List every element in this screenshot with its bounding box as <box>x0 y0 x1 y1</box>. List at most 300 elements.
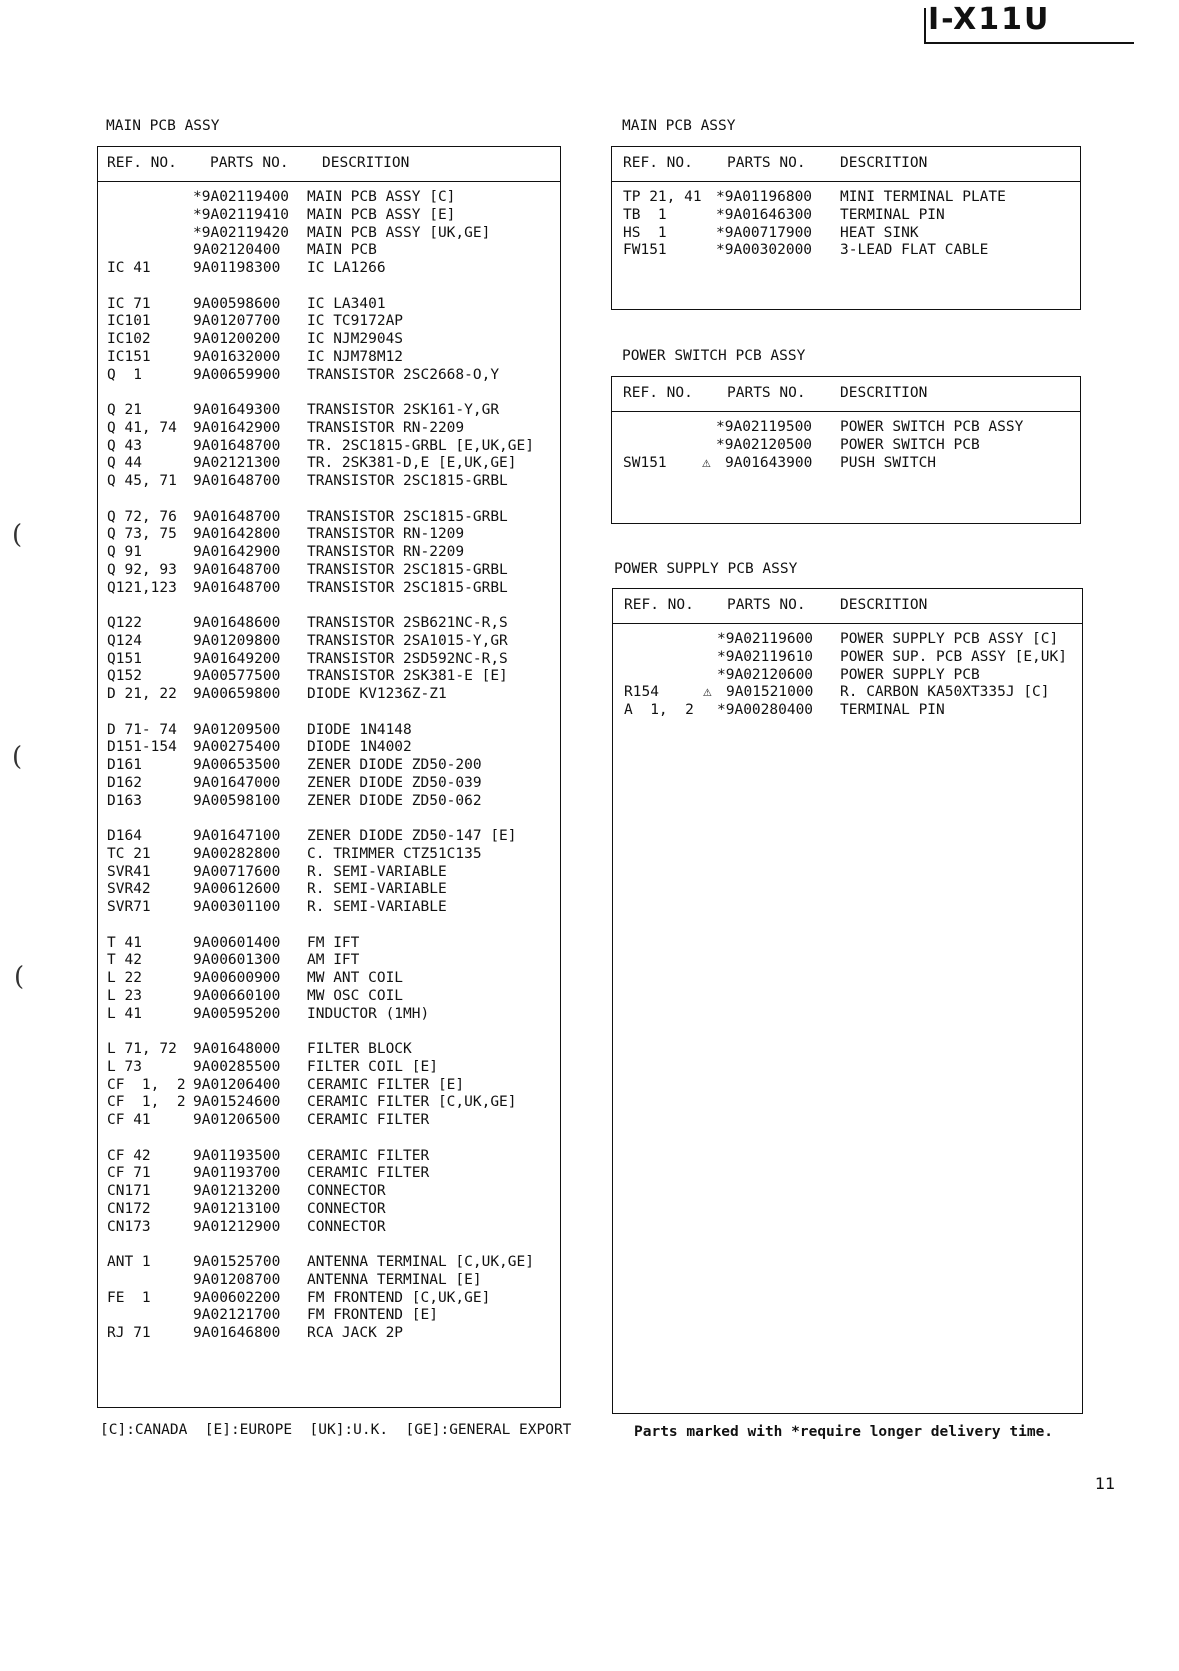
description-cell: IC NJM2904S <box>307 331 404 347</box>
ref-cell: Q122 <box>107 615 142 631</box>
description-cell: TRANSISTOR 2SC1815-GRBL <box>307 579 508 596</box>
table-body <box>98 189 560 1343</box>
ref-cell: SW151 <box>623 454 667 471</box>
margin-paren-mark: ( <box>12 742 23 772</box>
description-cell: MAIN PCB ASSY [UK,GE] <box>307 224 491 241</box>
ref-cell: D 71- 74 <box>107 721 177 738</box>
description-cell: ZENER DIODE ZD50-200 <box>307 757 482 773</box>
description-cell: TRANSISTOR 2SC1815-GRBL <box>307 473 508 489</box>
table-row <box>98 739 560 757</box>
ref-cell: L 71, 72 <box>107 1041 177 1057</box>
table-row <box>98 260 560 278</box>
description-cell: TRANSISTOR 2SA1015-Y,GR <box>307 632 508 649</box>
parts-number-cell: 9A01648700 <box>193 508 281 525</box>
description-cell: MAIN PCB ASSY [C] <box>307 189 456 205</box>
parts-number-cell: 9A01642900 <box>193 419 281 436</box>
ref-cell: CF 1, 2 <box>107 1094 186 1111</box>
description-cell: FILTER COIL [E] <box>307 1058 438 1075</box>
table-row <box>98 668 560 686</box>
ref-cell: CN171 <box>107 1183 151 1199</box>
description-cell: MAIN PCB <box>307 242 377 259</box>
ref-cell: D 21, 22 <box>107 686 177 702</box>
description-cell: ZENER DIODE ZD50-147 [E] <box>307 828 517 844</box>
ref-cell: D163 <box>107 792 142 809</box>
description-cell: POWER SWITCH PCB ASSY <box>840 419 1024 435</box>
parts-number-cell: 9A01206400 <box>193 1076 281 1093</box>
ref-cell: Q152 <box>107 668 142 685</box>
parts-number-cell: *9A02119400 <box>193 189 290 205</box>
ref-cell: Q 73, 75 <box>107 526 177 543</box>
ref-cell: IC101 <box>107 313 151 330</box>
parts-number-cell: 9A01648600 <box>193 615 281 631</box>
parts-number-cell: 9A01647000 <box>193 774 281 791</box>
ref-cell: IC102 <box>107 331 151 347</box>
ref-cell: L 41 <box>107 1005 142 1022</box>
table-row <box>98 1325 560 1343</box>
parts-number-cell: 9A01200200 <box>193 331 281 347</box>
ref-cell: T 41 <box>107 934 142 951</box>
parts-table-power-supply <box>612 588 1083 1414</box>
table-row <box>98 562 560 580</box>
ref-cell: CF 41 <box>107 1112 151 1128</box>
ref-cell: Q 44 <box>107 455 142 472</box>
parts-number-cell: *9A02119600 <box>717 631 814 647</box>
description-cell: TRANSISTOR 2SC1815-GRBL <box>307 561 508 578</box>
caution-icon: ⚠ <box>703 684 712 701</box>
column-header-ref: REF. NO. <box>623 385 693 401</box>
ref-cell: HS 1 <box>623 224 667 241</box>
parts-number-cell: 9A01648700 <box>193 437 281 454</box>
ref-cell: CN172 <box>107 1200 151 1217</box>
section-title-power-switch: POWER SWITCH PCB ASSY <box>622 348 806 364</box>
table-header <box>612 147 1080 182</box>
parts-number-cell: 9A01648000 <box>193 1041 281 1057</box>
table-header <box>98 147 560 182</box>
table-row <box>98 970 560 988</box>
table-row <box>98 1077 560 1095</box>
ref-cell: A 1, 2 <box>624 702 694 718</box>
ref-cell: Q124 <box>107 632 142 649</box>
description-cell: TRANSISTOR RN-1209 <box>307 526 465 543</box>
parts-number-cell: 9A02121300 <box>193 455 281 472</box>
parts-number-cell: 9A00601400 <box>193 934 281 951</box>
parts-number-cell: 9A00301100 <box>193 899 281 915</box>
table-body <box>613 631 1082 720</box>
table-row <box>98 402 560 420</box>
parts-number-cell: 9A01521000 <box>726 684 814 701</box>
parts-number-cell: 9A00577500 <box>193 668 281 685</box>
row-spacer <box>98 491 560 509</box>
ref-cell: Q151 <box>107 650 142 667</box>
description-cell: TRANSISTOR 2SD592NC-R,S <box>307 650 508 667</box>
table-row <box>98 828 560 846</box>
parts-number-cell: 9A01648700 <box>193 561 281 578</box>
table-row <box>98 331 560 349</box>
description-cell: POWER SUPPLY PCB ASSY [C] <box>840 631 1059 647</box>
ref-cell: IC151 <box>107 348 151 365</box>
section-title-main-left: MAIN PCB ASSY <box>106 118 220 134</box>
parts-number-cell: *9A00717900 <box>716 224 813 241</box>
description-cell: TRANSISTOR 2SC2668-O,Y <box>307 366 500 383</box>
row-spacer <box>98 1236 560 1254</box>
table-row <box>98 438 560 456</box>
description-cell: CERAMIC FILTER <box>307 1147 430 1164</box>
row-spacer <box>98 384 560 402</box>
table-row <box>98 473 560 491</box>
page-number: 11 <box>1095 1474 1116 1493</box>
parts-table-power-switch <box>611 376 1081 524</box>
description-cell: ZENER DIODE ZD50-062 <box>307 792 482 809</box>
table-row <box>98 1183 560 1201</box>
description-cell: POWER SUP. PCB ASSY [E,UK] <box>840 648 1067 665</box>
column-header-description: DESCRITION <box>840 385 928 401</box>
parts-number-cell: 9A00601300 <box>193 952 281 969</box>
ref-cell: FW151 <box>623 242 667 259</box>
ref-cell: L 23 <box>107 987 142 1004</box>
table-row <box>612 455 1080 473</box>
column-header-description: DESCRITION <box>322 155 410 171</box>
description-cell: DIODE KV1236Z-Z1 <box>307 686 447 702</box>
description-cell: AM IFT <box>307 952 360 969</box>
parts-number-cell: 9A02121700 <box>193 1307 281 1324</box>
description-cell: TRANSISTOR RN-2209 <box>307 419 465 436</box>
table-row <box>98 1041 560 1059</box>
parts-number-cell: 9A01648700 <box>193 579 281 596</box>
ref-cell: T 42 <box>107 952 142 969</box>
parts-number-cell: 9A00282800 <box>193 845 281 862</box>
ref-cell: CF 42 <box>107 1147 151 1164</box>
parts-number-cell: 9A00653500 <box>193 757 281 773</box>
parts-number-cell: 9A01212900 <box>193 1218 281 1235</box>
parts-number-cell: *9A02119410 <box>193 206 290 223</box>
parts-number-cell: 9A01525700 <box>193 1254 281 1270</box>
parts-table-main-right <box>611 146 1081 310</box>
margin-paren-mark: ( <box>14 962 25 992</box>
description-cell: CONNECTOR <box>307 1183 386 1199</box>
ref-cell: L 73 <box>107 1058 142 1075</box>
table-row <box>98 793 560 811</box>
section-title-main-right: MAIN PCB ASSY <box>622 118 736 134</box>
description-cell: INDUCTOR (1MH) <box>307 1005 430 1022</box>
table-row <box>613 649 1082 667</box>
ref-cell: Q 41, 74 <box>107 419 177 436</box>
ref-cell: SVR41 <box>107 863 151 880</box>
table-row <box>98 988 560 1006</box>
parts-number-cell: 9A01524600 <box>193 1094 281 1111</box>
description-cell: FM FRONTEND [E] <box>307 1307 438 1324</box>
description-cell: PUSH SWITCH <box>840 454 937 471</box>
description-cell: MAIN PCB ASSY [E] <box>307 206 456 223</box>
parts-number-cell: 9A00285500 <box>193 1058 281 1075</box>
parts-number-cell: 9A01643900 <box>725 454 813 471</box>
parts-number-cell: 9A00600900 <box>193 970 281 986</box>
parts-number-cell: 9A01193500 <box>193 1147 281 1164</box>
parts-number-cell: 9A00602200 <box>193 1289 281 1306</box>
parts-table-main-left <box>97 146 561 1408</box>
description-cell: TR. 2SC1815-GRBL [E,UK,GE] <box>307 437 534 454</box>
description-cell: MW OSC COIL <box>307 987 404 1004</box>
parts-number-cell: *9A02119420 <box>193 224 290 241</box>
parts-number-cell: 9A01198300 <box>193 260 281 276</box>
table-row <box>98 1148 560 1166</box>
table-row <box>98 899 560 917</box>
description-cell: TRANSISTOR 2SB621NC-R,S <box>307 615 508 631</box>
ref-cell: IC 71 <box>107 295 151 312</box>
description-cell: CERAMIC FILTER <box>307 1165 430 1182</box>
column-header-parts: PARTS NO. <box>727 385 806 401</box>
parts-number-cell: *9A02120600 <box>717 666 814 683</box>
ref-cell: Q 92, 93 <box>107 561 177 578</box>
ref-cell: L 22 <box>107 970 142 986</box>
parts-number-cell: 9A00612600 <box>193 881 281 898</box>
row-spacer <box>98 597 560 615</box>
description-cell: 3-LEAD FLAT CABLE <box>840 242 989 259</box>
description-cell: HEAT SINK <box>840 224 919 241</box>
table-row <box>98 1290 560 1308</box>
table-row <box>98 757 560 775</box>
table-body <box>612 189 1080 260</box>
table-row <box>98 1201 560 1219</box>
parts-number-cell: 9A01213100 <box>193 1200 281 1217</box>
table-header <box>613 589 1082 624</box>
description-cell: TRANSISTOR 2SK161-Y,GR <box>307 402 500 418</box>
description-cell: IC LA3401 <box>307 295 386 312</box>
parts-number-cell: 9A01647100 <box>193 828 281 844</box>
table-row <box>98 633 560 651</box>
table-row <box>98 846 560 864</box>
parts-number-cell: 9A00659800 <box>193 686 281 702</box>
ref-cell: TC 21 <box>107 845 151 862</box>
description-cell: CONNECTOR <box>307 1200 386 1217</box>
parts-number-cell: 9A01213200 <box>193 1183 281 1199</box>
parts-number-cell: *9A01646300 <box>716 206 813 223</box>
parts-number-cell: 9A01649300 <box>193 402 281 418</box>
header-rule-horizontal <box>924 42 1134 44</box>
parts-number-cell: 9A01649200 <box>193 650 281 667</box>
table-row <box>98 1272 560 1290</box>
parts-number-cell: 9A00659900 <box>193 366 281 383</box>
row-spacer <box>98 917 560 935</box>
description-cell: TRANSISTOR 2SK381-E [E] <box>307 668 508 685</box>
description-cell: TRANSISTOR RN-2209 <box>307 544 465 560</box>
description-cell: POWER SUPPLY PCB <box>840 666 980 683</box>
ref-cell: Q 72, 76 <box>107 508 177 525</box>
description-cell: IC LA1266 <box>307 260 386 276</box>
table-row <box>98 615 560 633</box>
table-row <box>98 1059 560 1077</box>
description-cell: R. SEMI-VARIABLE <box>307 881 447 898</box>
description-cell: TR. 2SK381-D,E [E,UK,GE] <box>307 455 517 472</box>
table-row <box>98 296 560 314</box>
description-cell: R. CARBON KA50XT335J [C] <box>840 684 1050 701</box>
table-row <box>98 952 560 970</box>
ref-cell: RJ 71 <box>107 1325 151 1341</box>
parts-number-cell: 9A02120400 <box>193 242 281 259</box>
parts-number-cell: *9A00280400 <box>717 702 814 718</box>
description-cell: TRANSISTOR 2SC1815-GRBL <box>307 508 508 525</box>
parts-number-cell: 9A01207700 <box>193 313 281 330</box>
description-cell: FM FRONTEND [C,UK,GE] <box>307 1289 491 1306</box>
description-cell: CERAMIC FILTER <box>307 1112 430 1128</box>
parts-number-cell: 9A01646800 <box>193 1325 281 1341</box>
ref-cell: ANT 1 <box>107 1254 151 1270</box>
table-row <box>98 189 560 207</box>
ref-cell: CF 71 <box>107 1165 151 1182</box>
ref-cell: IC 41 <box>107 260 151 276</box>
parts-number-cell: 9A01642900 <box>193 544 281 560</box>
table-row <box>98 864 560 882</box>
description-cell: ZENER DIODE ZD50-039 <box>307 774 482 791</box>
table-row <box>98 526 560 544</box>
description-cell: ANTENNA TERMINAL [C,UK,GE] <box>307 1254 534 1270</box>
table-row <box>98 651 560 669</box>
column-header-ref: REF. NO. <box>624 597 694 613</box>
table-row <box>613 631 1082 649</box>
description-cell: R. SEMI-VARIABLE <box>307 863 447 880</box>
description-cell: MW ANT COIL <box>307 970 404 986</box>
table-row <box>98 455 560 473</box>
description-cell: ANTENNA TERMINAL [E] <box>307 1271 482 1288</box>
table-row <box>98 775 560 793</box>
table-row <box>98 544 560 562</box>
ref-cell: CF 1, 2 <box>107 1076 186 1093</box>
table-row <box>98 1165 560 1183</box>
description-cell: RCA JACK 2P <box>307 1325 404 1341</box>
parts-number-cell: *9A02120500 <box>716 436 813 453</box>
row-spacer <box>98 278 560 296</box>
table-row <box>612 225 1080 243</box>
column-header-ref: REF. NO. <box>107 155 177 171</box>
parts-number-cell: 9A00275400 <box>193 739 281 756</box>
column-header-ref: REF. NO. <box>623 155 693 171</box>
description-cell: CERAMIC FILTER [C,UK,GE] <box>307 1094 517 1111</box>
parts-number-cell: 9A01208700 <box>193 1271 281 1288</box>
table-row <box>98 1254 560 1272</box>
ref-cell: Q 45, 71 <box>107 473 177 489</box>
description-cell: FILTER BLOCK <box>307 1041 412 1057</box>
parts-number-cell: 9A00598600 <box>193 295 281 312</box>
table-row <box>98 1112 560 1130</box>
description-cell: CERAMIC FILTER [E] <box>307 1076 465 1093</box>
margin-paren-mark: ( <box>12 520 23 550</box>
table-body <box>612 419 1080 472</box>
table-row <box>613 702 1082 720</box>
model-number: I-X11U <box>928 2 1051 37</box>
parts-number-cell: 9A00595200 <box>193 1005 281 1022</box>
section-title-power-supply: POWER SUPPLY PCB ASSY <box>614 561 798 577</box>
table-row <box>612 437 1080 455</box>
ref-cell: Q121,123 <box>107 579 177 596</box>
table-row <box>98 1094 560 1112</box>
ref-cell: D164 <box>107 828 142 844</box>
description-cell: IC TC9172AP <box>307 313 404 330</box>
ref-cell: SVR71 <box>107 899 151 915</box>
column-header-description: DESCRITION <box>840 597 928 613</box>
ref-cell: Q 91 <box>107 544 142 560</box>
table-row <box>98 207 560 225</box>
ref-cell: CN173 <box>107 1218 151 1235</box>
description-cell: IC NJM78M12 <box>307 348 404 365</box>
parts-number-cell: 9A00660100 <box>193 987 281 1004</box>
parts-number-cell: 9A01206500 <box>193 1112 281 1128</box>
description-cell: TERMINAL PIN <box>840 702 945 718</box>
description-cell: DIODE 1N4002 <box>307 739 412 756</box>
row-spacer <box>98 1130 560 1148</box>
parts-number-cell: 9A00717600 <box>193 863 281 880</box>
table-row <box>98 313 560 331</box>
region-legend: [C]:CANADA [E]:EUROPE [UK]:U.K. [GE]:GENERAL EXPORT <box>100 1422 572 1438</box>
ref-cell: SVR42 <box>107 881 151 898</box>
table-row <box>612 189 1080 207</box>
ref-cell: Q 1 <box>107 366 142 383</box>
table-row <box>98 1006 560 1024</box>
description-cell: TERMINAL PIN <box>840 206 945 223</box>
ref-cell: D161 <box>107 757 142 773</box>
parts-number-cell: 9A01642800 <box>193 526 281 543</box>
table-row <box>98 1307 560 1325</box>
table-row <box>98 722 560 740</box>
description-cell: FM IFT <box>307 934 360 951</box>
table-row <box>98 935 560 953</box>
table-row <box>98 420 560 438</box>
table-header <box>612 377 1080 412</box>
description-cell: DIODE 1N4148 <box>307 721 412 738</box>
header-rule-vertical <box>924 8 926 44</box>
table-row <box>612 419 1080 437</box>
row-spacer <box>98 704 560 722</box>
parts-number-cell: 9A01632000 <box>193 348 281 365</box>
parts-number-cell: *9A00302000 <box>716 242 813 259</box>
parts-number-cell: 9A01209500 <box>193 721 281 738</box>
description-cell: MINI TERMINAL PLATE <box>840 189 1006 205</box>
parts-number-cell: *9A02119610 <box>717 648 814 665</box>
table-row <box>613 667 1082 685</box>
table-row <box>98 509 560 527</box>
table-row <box>98 225 560 243</box>
description-cell: POWER SWITCH PCB <box>840 436 980 453</box>
table-row <box>98 881 560 899</box>
column-header-parts: PARTS NO. <box>727 155 806 171</box>
table-row <box>98 349 560 367</box>
parts-number-cell: 9A00598100 <box>193 792 281 809</box>
table-row <box>612 207 1080 225</box>
table-row <box>98 580 560 598</box>
delivery-note: Parts marked with *require longer delivery time. <box>634 1424 1054 1440</box>
parts-number-cell: 9A01648700 <box>193 473 281 489</box>
table-row <box>612 242 1080 260</box>
description-cell: R. SEMI-VARIABLE <box>307 899 447 915</box>
parts-number-cell: *9A02119500 <box>716 419 813 435</box>
ref-cell: D162 <box>107 774 142 791</box>
parts-number-cell: *9A01196800 <box>716 189 813 205</box>
parts-number-cell: 9A01193700 <box>193 1165 281 1182</box>
row-spacer <box>98 810 560 828</box>
caution-icon: ⚠ <box>702 454 711 471</box>
row-spacer <box>98 1023 560 1041</box>
table-row <box>613 684 1082 702</box>
ref-cell: D151-154 <box>107 739 177 756</box>
table-row <box>98 242 560 260</box>
table-row <box>98 367 560 385</box>
table-row <box>98 1219 560 1237</box>
description-cell: CONNECTOR <box>307 1218 386 1235</box>
column-header-parts: PARTS NO. <box>727 597 806 613</box>
column-header-description: DESCRITION <box>840 155 928 171</box>
ref-cell: FE 1 <box>107 1289 151 1306</box>
ref-cell: R154 <box>624 684 659 701</box>
parts-number-cell: 9A01209800 <box>193 632 281 649</box>
ref-cell: Q 21 <box>107 402 142 418</box>
